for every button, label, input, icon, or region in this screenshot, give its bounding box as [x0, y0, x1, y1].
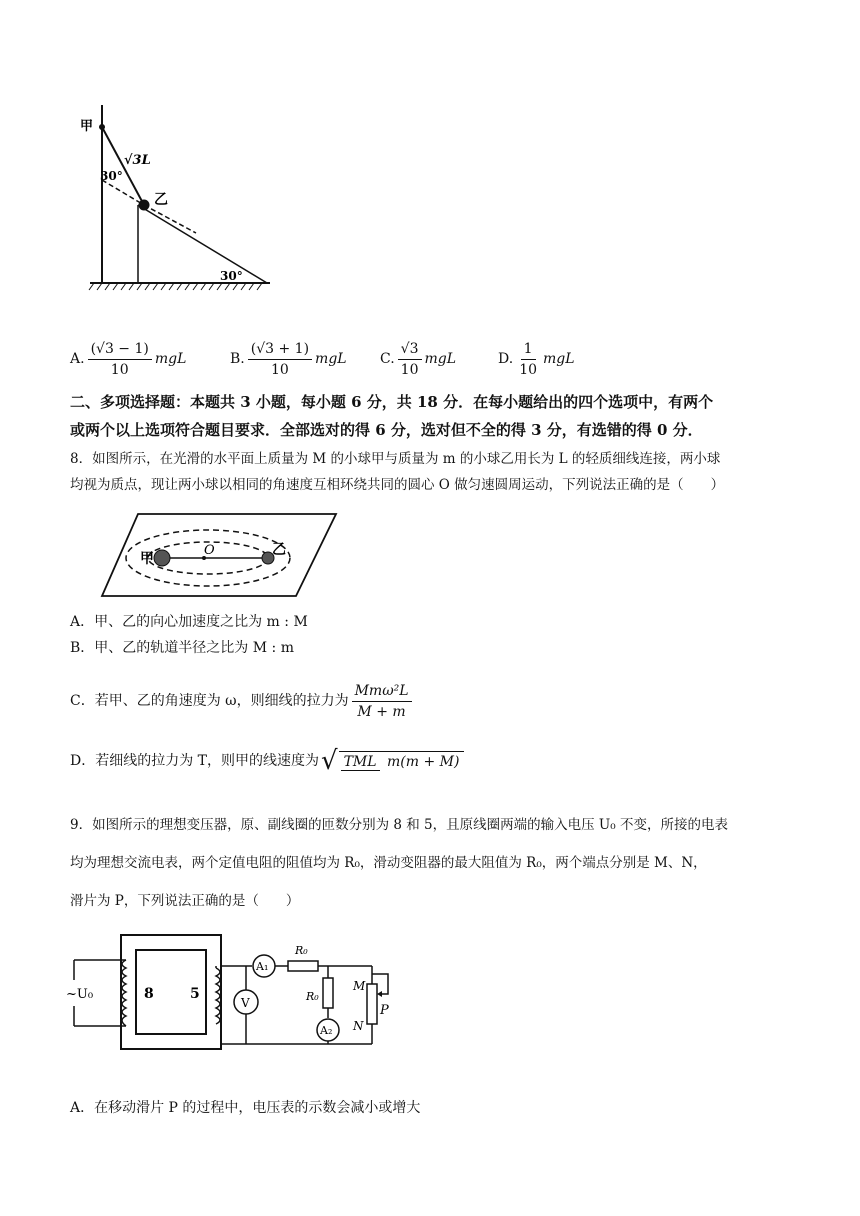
numerator: TML: [341, 754, 380, 771]
sqrt-icon: √: [321, 746, 338, 776]
option-letter: C.: [380, 351, 395, 367]
q7-option-c: [380, 339, 498, 380]
numerator: (√3 − 1): [88, 339, 152, 360]
figure-q7: [80, 100, 280, 300]
q8-option-b: B．甲、乙的轨道半径之比为 M : m: [70, 640, 294, 656]
label-r-mid: R₀: [306, 990, 319, 1003]
label-u0: ~U₀: [66, 987, 94, 1002]
denominator: m(m + M): [387, 753, 460, 770]
q7-option-a: [70, 339, 230, 380]
q7-option-d: [498, 339, 608, 380]
label-a2: A₂: [320, 1024, 333, 1037]
numerator: (√3 + 1): [248, 339, 312, 360]
numerator: Mmω²L: [352, 681, 412, 702]
q9-line-1: 9．如图所示的理想变压器，原、副线圈的匝数分别为 8 和 5，且原线圈两端的输入电压 U₀ 不变，所接的电表: [70, 817, 729, 833]
q9-option-a: A．在移动滑片 P 的过程中，电压表的示数会减小或增大: [70, 1100, 421, 1116]
fraction: [88, 339, 152, 380]
label-a1: A₁: [256, 960, 269, 973]
label-yi: 乙: [272, 542, 286, 558]
denominator: 10: [519, 361, 538, 378]
q7-options: [70, 336, 710, 382]
denominator: 10: [270, 361, 289, 378]
fraction: [516, 339, 540, 380]
label-v: V: [241, 996, 250, 1010]
section-2-line-1: 二、多项选择题：本题共 3 小题，每小题 6 分，共 18 分．在每小题给出的四个选项中，有两个: [70, 393, 714, 411]
q8-option-c: [70, 680, 415, 722]
q8-stem: [70, 446, 810, 498]
label-jia: 甲: [140, 551, 154, 567]
fraction: [339, 751, 465, 772]
q8-line-1: 8．如图所示，在光滑的水平面上质量为 M 的小球甲与质量为 m 的小球乙用长为 L 的轻质细线连接，两小球: [70, 451, 721, 467]
q7-option-b: [230, 339, 380, 380]
section-2-line-2: 或两个以上选项符合题目要求．全部选对的得 6 分，选对但不全的得 3 分，有选错的得 0 分．: [70, 421, 703, 439]
option-text: D．若细线的拉力为 T，则甲的线速度为: [70, 753, 320, 769]
q9-stem: [70, 806, 810, 920]
numerator: √3: [398, 339, 422, 360]
denominator: 10: [110, 361, 129, 378]
label-n: N: [353, 1019, 364, 1033]
denominator: M + m: [357, 703, 406, 720]
option-letter: B.: [230, 351, 245, 367]
figure-q9: [66, 930, 406, 1060]
label-o: O: [204, 543, 215, 558]
denominator: 10: [400, 361, 419, 378]
label-yi: 乙: [154, 192, 168, 208]
option-tail: mgL: [315, 351, 347, 367]
option-tail: mgL: [154, 351, 187, 367]
label-n2: 5: [190, 986, 200, 1002]
label-p: P: [380, 1003, 389, 1018]
angle-top-label: 30°: [100, 169, 123, 183]
label-jia: 甲: [80, 119, 94, 134]
q9-line-2: 均为理想交流电表，两个定值电阻的阻值均为 R₀，滑动变阻器的最大阻值为 R₀，两个端点分别是 M、N，: [70, 855, 707, 871]
option-letter: D.: [498, 351, 514, 367]
fraction: [352, 681, 412, 722]
q8-line-2: 均视为质点，现让两小球以相同的角速度互相环绕共同的圆心 O 做匀速圆周运动，下列说法正确的是（ ）: [70, 477, 725, 493]
fraction: [398, 339, 422, 380]
option-letter: A.: [70, 351, 85, 367]
label-n1: 8: [144, 986, 154, 1002]
q8-option-a: A．甲、乙的向心加速度之比为 m : M: [70, 614, 308, 630]
label-m: M: [353, 979, 366, 993]
angle-bottom-label: 30°: [220, 269, 243, 283]
option-text: C．若甲、乙的角速度为 ω，则细线的拉力为: [70, 693, 349, 709]
length-label: √3L: [124, 153, 151, 168]
label-r-top: R₀: [295, 944, 308, 957]
numerator: 1: [521, 339, 536, 360]
q8-option-d: [70, 738, 467, 784]
q9-line-3: 滑片为 P，下列说法正确的是（ ）: [70, 893, 300, 909]
option-tail: mgL: [543, 351, 575, 367]
section-2-header: [70, 388, 800, 444]
fraction: [248, 339, 312, 380]
figure-q8: [100, 510, 345, 600]
option-tail: mgL: [424, 351, 457, 367]
